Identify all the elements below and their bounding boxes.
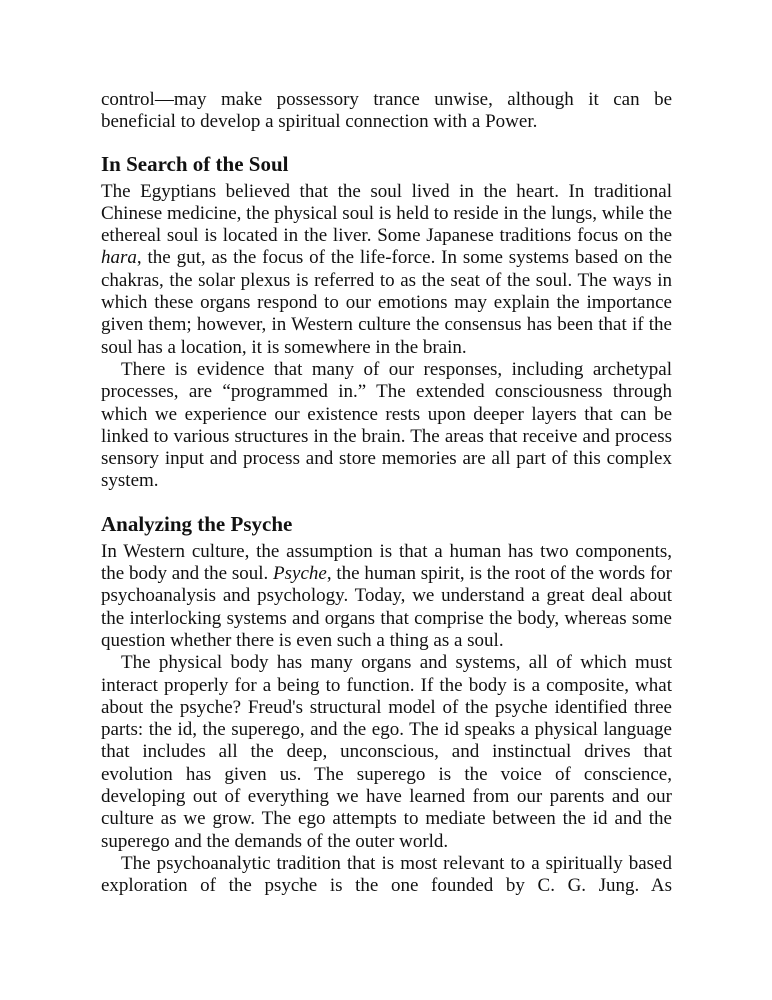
section-heading-soul: In Search of the Soul xyxy=(101,151,289,176)
paragraph-continuation: control—may make possessory trance unwise, although it can be beneficial to develop a spiritual connection with a Power. xyxy=(101,89,672,133)
text-run: In Western culture, the assumption is that a human has two components, the body and the soul. xyxy=(101,540,672,585)
page-content xyxy=(101,89,672,898)
paragraph-programmed-responses: There is evidence that many of our responses, including archetypal processes, are “programmed in.” The extended consciousness through which we experience our existence rests upon deeper layers that can be linked to various structures in the brain. The areas that receive and process sensory input and process and store memories are all part of this complex system. xyxy=(101,358,672,492)
text-run: The Egyptians believed that the soul lived in the heart. In traditional Chinese medicine, the physical soul is held to reside in the lungs, while the ethereal soul is located in the liver. Some Japanese traditions focus on the xyxy=(101,180,672,247)
text-run: , the human spirit, is the root of the words for psychoanalysis and psychology. Today, we understand a great deal about the interlocking systems and organs that comprise the body, whereas some question whether there is even such a thing as a soul. xyxy=(101,563,672,651)
italic-term-psyche: Psyche xyxy=(273,563,327,585)
text-run: , the gut, as the focus of the life-force. In some systems based on the chakras, the solar plexus is referred to as the seat of the soul. The ways in which these organs respond to our emotions may explain the importance given them; however, in Western culture the consensus has been that if the soul has a location, it is somewhere in the brain. xyxy=(101,247,672,358)
paragraph-freud-model: The physical body has many organs and systems, all of which must interact properly for a being to function. If the body is a composite, what about the psyche? Freud's structural model of the psyche identified three parts: the id, the superego, and the ego. The id speaks a physical language that includes all the deep, unconscious, and instinctual drives that evolution has given us. The superego is the voice of conscience, developing out of everything we have learned from our parents and our culture as we grow. The ego attempts to mediate between the id and the superego and the demands of the outer world. xyxy=(101,652,672,852)
paragraph-jung-tradition: The psychoanalytic tradition that is most relevant to a spiritually based exploration of the psyche is the one founded by C. G. Jung. As xyxy=(101,852,672,897)
section-heading-psyche: Analyzing the Psyche xyxy=(101,511,293,536)
paragraph-soul-location xyxy=(101,181,672,359)
paragraph-body-and-soul xyxy=(101,541,672,652)
italic-term-hara: hara xyxy=(101,247,137,269)
